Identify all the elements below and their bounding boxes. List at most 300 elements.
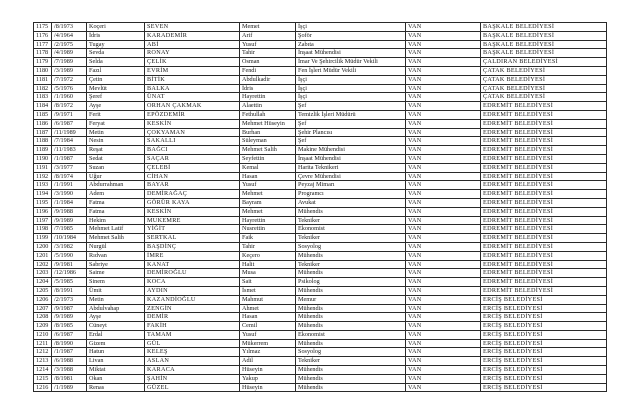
city-cell: VAN — [406, 322, 481, 331]
first-name-cell: Ayşe — [87, 102, 145, 111]
job-title-cell: Zabıta — [296, 40, 406, 49]
row-number-cell: 1176 — [34, 31, 52, 40]
table-row — [34, 154, 607, 163]
table-row — [34, 207, 607, 216]
municipality-cell: BAŞKALE BELEDİYESİ — [481, 49, 607, 58]
father-name-cell: Musa — [240, 269, 296, 278]
row-number-cell: 1200 — [34, 242, 52, 251]
surname-cell: BALKA — [145, 84, 240, 93]
job-title-cell: İşçi — [296, 93, 406, 102]
birth-date-cell: /8/1991 — [52, 286, 87, 295]
surname-cell: DEMİROĞLU — [145, 269, 240, 278]
birth-date-cell: /3/1982 — [52, 242, 87, 251]
job-title-cell: İşçi — [296, 84, 406, 93]
father-name-cell: Yılmaz — [240, 348, 296, 357]
birth-date-cell: /10/1984 — [52, 234, 87, 243]
birth-date-cell: /1/1989 — [52, 383, 87, 392]
city-cell: VAN — [406, 269, 481, 278]
father-name-cell: İdris — [240, 84, 296, 93]
first-name-cell: Hatun — [87, 348, 145, 357]
job-title-cell: Psikolog — [296, 278, 406, 287]
city-cell: VAN — [406, 137, 481, 146]
city-cell: VAN — [406, 181, 481, 190]
birth-date-cell: /2/1975 — [52, 40, 87, 49]
job-title-cell: İmar Ve Şehircilik Müdür Vekili — [296, 58, 406, 67]
municipality-cell: ERCİŞ BELEDİYESİ — [481, 366, 607, 375]
birth-date-cell: /6/1987 — [52, 119, 87, 128]
municipality-cell: EDREMİT BELEDİYESİ — [481, 278, 607, 287]
father-name-cell: Abdulkadir — [240, 75, 296, 84]
row-number-cell: 1184 — [34, 102, 52, 111]
municipality-cell: EDREMİT BELEDİYESİ — [481, 251, 607, 260]
birth-date-cell: /8/1973 — [52, 23, 87, 32]
table-row — [34, 374, 607, 383]
surname-cell: SAKALLI — [145, 137, 240, 146]
first-name-cell: Mehmet Latif — [87, 225, 145, 234]
surname-cell: RONAY — [145, 49, 240, 58]
first-name-cell: İdris — [87, 31, 145, 40]
birth-date-cell: /3/1988 — [52, 366, 87, 375]
table-row — [34, 128, 607, 137]
row-number-cell: 1188 — [34, 137, 52, 146]
father-name-cell: Mehmet — [240, 190, 296, 199]
table-row — [34, 304, 607, 313]
table-row — [34, 40, 607, 49]
city-cell: VAN — [406, 242, 481, 251]
father-name-cell: Osman — [240, 58, 296, 67]
row-number-cell: 1183 — [34, 93, 52, 102]
job-title-cell: Sosyolog — [296, 348, 406, 357]
table-row — [34, 49, 607, 58]
job-title-cell: Mühendis — [296, 207, 406, 216]
table-row — [34, 339, 607, 348]
row-number-cell: 1194 — [34, 190, 52, 199]
father-name-cell: Nusrettin — [240, 225, 296, 234]
surname-cell: GÜL — [145, 339, 240, 348]
job-title-cell: Mühendis — [296, 313, 406, 322]
job-title-cell: Peyzaj Mimarı — [296, 181, 406, 190]
job-title-cell: Mühendis — [296, 304, 406, 313]
surname-cell: SAÇAR — [145, 154, 240, 163]
father-name-cell: Yusuf — [240, 181, 296, 190]
municipality-cell: BAŞKALE BELEDİYESİ — [481, 31, 607, 40]
first-name-cell: Cüneyt — [87, 322, 145, 331]
father-name-cell: Arif — [240, 31, 296, 40]
surname-cell: KAZANDİOĞLU — [145, 295, 240, 304]
birth-date-cell: /2/1973 — [52, 295, 87, 304]
table-row — [34, 225, 607, 234]
first-name-cell: Abdulvahap — [87, 304, 145, 313]
father-name-cell: Hüseyin — [240, 383, 296, 392]
father-name-cell: Mehmet — [240, 207, 296, 216]
surname-cell: SERTKAL — [145, 234, 240, 243]
first-name-cell: Abdurrahman — [87, 181, 145, 190]
table-row — [34, 295, 607, 304]
municipality-cell: EDREMİT BELEDİYESİ — [481, 102, 607, 111]
row-number-cell: 1178 — [34, 49, 52, 58]
job-title-cell: Mühendis — [296, 269, 406, 278]
father-name-cell: Sait — [240, 278, 296, 287]
municipality-cell: ÇATAK BELEDİYESİ — [481, 75, 607, 84]
first-name-cell: Gizem — [87, 339, 145, 348]
father-name-cell: Mükerrem — [240, 339, 296, 348]
birth-date-cell: /4/1964 — [52, 31, 87, 40]
city-cell: VAN — [406, 207, 481, 216]
table-row — [34, 23, 607, 32]
municipality-cell: EDREMİT BELEDİYESİ — [481, 172, 607, 181]
first-name-cell: Ayşe — [87, 313, 145, 322]
first-name-cell: Rıdvan — [87, 251, 145, 260]
municipality-cell: EDREMİT BELEDİYESİ — [481, 225, 607, 234]
birth-date-cell: /9/1987 — [52, 304, 87, 313]
city-cell: VAN — [406, 225, 481, 234]
city-cell: VAN — [406, 339, 481, 348]
first-name-cell: Miktat — [87, 366, 145, 375]
first-name-cell: Sinem — [87, 278, 145, 287]
surname-cell: DEMİR — [145, 313, 240, 322]
job-title-cell: Makine Mühendisi — [296, 146, 406, 155]
job-title-cell: Şef — [296, 102, 406, 111]
city-cell: VAN — [406, 278, 481, 287]
city-cell: VAN — [406, 23, 481, 32]
table-row — [34, 198, 607, 207]
city-cell: VAN — [406, 190, 481, 199]
city-cell: VAN — [406, 119, 481, 128]
father-name-cell: Fendi — [240, 66, 296, 75]
birth-date-cell: /6/1987 — [52, 330, 87, 339]
surname-cell: ÇELİK — [145, 58, 240, 67]
row-number-cell: 1204 — [34, 278, 52, 287]
birth-date-cell: /9/1988 — [52, 207, 87, 216]
father-name-cell: Hayrettin — [240, 93, 296, 102]
row-number-cell: 1193 — [34, 181, 52, 190]
father-name-cell: Alaettin — [240, 102, 296, 111]
table-row — [34, 322, 607, 331]
city-cell: VAN — [406, 216, 481, 225]
first-name-cell: Fazıl — [87, 66, 145, 75]
table-row — [34, 146, 607, 155]
table-row — [34, 102, 607, 111]
municipality-cell: EDREMİT BELEDİYESİ — [481, 181, 607, 190]
municipality-cell: ERCİŞ BELEDİYESİ — [481, 322, 607, 331]
birth-date-cell: /1/1960 — [52, 93, 87, 102]
surname-cell: BAYAR — [145, 181, 240, 190]
table-row — [34, 84, 607, 93]
job-title-cell: Temizlik İşleri Müdürü — [296, 110, 406, 119]
row-number-cell: 1208 — [34, 313, 52, 322]
job-title-cell: Fen İşleri Müdür Vekili — [296, 66, 406, 75]
father-name-cell: Bayram — [240, 198, 296, 207]
city-cell: VAN — [406, 357, 481, 366]
city-cell: VAN — [406, 383, 481, 392]
municipality-cell: EDREMİT BELEDİYESİ — [481, 207, 607, 216]
municipality-cell: ÇATAK BELEDİYESİ — [481, 66, 607, 75]
row-number-cell: 1191 — [34, 163, 52, 172]
table-row — [34, 216, 607, 225]
birth-date-cell: /8/1981 — [52, 374, 87, 383]
father-name-cell: Seyfettin — [240, 154, 296, 163]
first-name-cell: Livan — [87, 357, 145, 366]
row-number-cell: 1202 — [34, 260, 52, 269]
surname-cell: KANAT — [145, 260, 240, 269]
birth-date-cell: /4/1989 — [52, 49, 87, 58]
row-number-cell: 1181 — [34, 75, 52, 84]
municipality-cell: EDREMİT BELEDİYESİ — [481, 216, 607, 225]
city-cell: VAN — [406, 295, 481, 304]
municipality-cell: EDREMİT BELEDİYESİ — [481, 110, 607, 119]
surname-cell: GÖRÜR KAYA — [145, 198, 240, 207]
father-name-cell: Kemal — [240, 163, 296, 172]
job-title-cell: Mühendis — [296, 366, 406, 375]
birth-date-cell: /9/1989 — [52, 313, 87, 322]
job-title-cell: Çevre Mühendisi — [296, 172, 406, 181]
birth-date-cell: /8/1972 — [52, 102, 87, 111]
city-cell: VAN — [406, 348, 481, 357]
surname-cell: ŞAHİN — [145, 374, 240, 383]
city-cell: VAN — [406, 102, 481, 111]
surname-cell: KOCA — [145, 278, 240, 287]
birth-date-cell: /8/1974 — [52, 172, 87, 181]
job-title-cell: Mühendis — [296, 339, 406, 348]
municipality-cell: ÇATAK BELEDİYESİ — [481, 93, 607, 102]
surname-cell: KELEŞ — [145, 348, 240, 357]
job-title-cell: Tekniker — [296, 234, 406, 243]
surname-cell: ABİ — [145, 40, 240, 49]
birth-date-cell: /6/1988 — [52, 357, 87, 366]
surname-cell: ÜNAT — [145, 93, 240, 102]
city-cell: VAN — [406, 58, 481, 67]
job-title-cell: Şoför — [296, 31, 406, 40]
surname-cell: GÜZEL — [145, 383, 240, 392]
first-name-cell: Okan — [87, 374, 145, 383]
first-name-cell: Şeref — [87, 93, 145, 102]
first-name-cell: Fatma — [87, 207, 145, 216]
city-cell: VAN — [406, 304, 481, 313]
birth-date-cell: /9/1981 — [52, 260, 87, 269]
municipality-cell: ERCİŞ BELEDİYESİ — [481, 374, 607, 383]
father-name-cell: Halit — [240, 260, 296, 269]
first-name-cell: Çetin — [87, 75, 145, 84]
father-name-cell: Yakup — [240, 374, 296, 383]
municipality-cell: EDREMİT BELEDİYESİ — [481, 269, 607, 278]
table-row — [34, 234, 607, 243]
first-name-cell: Mevlüt — [87, 84, 145, 93]
table-row — [34, 190, 607, 199]
city-cell: VAN — [406, 31, 481, 40]
surname-cell: AYDIN — [145, 286, 240, 295]
city-cell: VAN — [406, 93, 481, 102]
job-title-cell: Memur — [296, 295, 406, 304]
surname-cell: ORHAN ÇAKMAK — [145, 102, 240, 111]
surname-cell: ÇELEBİ — [145, 163, 240, 172]
table-row — [34, 357, 607, 366]
row-number-cell: 1185 — [34, 110, 52, 119]
surname-cell: ASLAN — [145, 357, 240, 366]
surname-cell: SEVEN — [145, 23, 240, 32]
table-row — [34, 58, 607, 67]
father-name-cell: Faik — [240, 234, 296, 243]
table-row — [34, 348, 607, 357]
table-row — [34, 172, 607, 181]
table-row — [34, 278, 607, 287]
job-title-cell: Mühendis — [296, 322, 406, 331]
job-title-cell: İşçi — [296, 75, 406, 84]
table-row — [34, 75, 607, 84]
father-name-cell: Cemil — [240, 322, 296, 331]
surname-cell: YİĞİT — [145, 225, 240, 234]
birth-date-cell: /7/1972 — [52, 75, 87, 84]
city-cell: VAN — [406, 84, 481, 93]
personnel-table-body — [34, 23, 607, 392]
first-name-cell: Nurgül — [87, 242, 145, 251]
father-name-cell: Hayrettin — [240, 216, 296, 225]
first-name-cell: Tugay — [87, 40, 145, 49]
first-name-cell: Sabriye — [87, 260, 145, 269]
job-title-cell: Tekniker — [296, 357, 406, 366]
job-title-cell: Mühendis — [296, 383, 406, 392]
birth-date-cell: /5/1985 — [52, 278, 87, 287]
table-row — [34, 330, 607, 339]
birth-date-cell: /11/1989 — [52, 128, 87, 137]
city-cell: VAN — [406, 330, 481, 339]
surname-cell: FAKİH — [145, 322, 240, 331]
birth-date-cell: /8/1990 — [52, 339, 87, 348]
city-cell: VAN — [406, 260, 481, 269]
father-name-cell: Keçero — [240, 251, 296, 260]
city-cell: VAN — [406, 374, 481, 383]
municipality-cell: ERCİŞ BELEDİYESİ — [481, 330, 607, 339]
birth-date-cell: /8/1985 — [52, 322, 87, 331]
row-number-cell: 1201 — [34, 251, 52, 260]
table-row — [34, 119, 607, 128]
row-number-cell: 1197 — [34, 216, 52, 225]
municipality-cell: ERCİŞ BELEDİYESİ — [481, 313, 607, 322]
table-row — [34, 366, 607, 375]
city-cell: VAN — [406, 163, 481, 172]
table-row — [34, 260, 607, 269]
row-number-cell: 1214 — [34, 366, 52, 375]
job-title-cell: Mühendis — [296, 374, 406, 383]
birth-date-cell: /7/1984 — [52, 137, 87, 146]
father-name-cell: Fethullah — [240, 110, 296, 119]
city-cell: VAN — [406, 154, 481, 163]
table-row — [34, 251, 607, 260]
city-cell: VAN — [406, 313, 481, 322]
birth-date-cell: /1/1987 — [52, 154, 87, 163]
surname-cell: İMRE — [145, 251, 240, 260]
table-row — [34, 313, 607, 322]
first-name-cell: Fatma — [87, 198, 145, 207]
surname-cell: EPÖZDEMİR — [145, 110, 240, 119]
first-name-cell: Uğur — [87, 172, 145, 181]
row-number-cell: 1212 — [34, 348, 52, 357]
first-name-cell: Adem — [87, 190, 145, 199]
city-cell: VAN — [406, 110, 481, 119]
table-row — [34, 242, 607, 251]
job-title-cell: Mühendis — [296, 286, 406, 295]
city-cell: VAN — [406, 234, 481, 243]
row-number-cell: 1205 — [34, 286, 52, 295]
municipality-cell: EDREMİT BELEDİYESİ — [481, 146, 607, 155]
municipality-cell: EDREMİT BELEDİYESİ — [481, 190, 607, 199]
father-name-cell: Yusuf — [240, 40, 296, 49]
surname-cell: KESKİN — [145, 119, 240, 128]
birth-date-cell: /7/1985 — [52, 225, 87, 234]
table-row — [34, 286, 607, 295]
city-cell: VAN — [406, 251, 481, 260]
father-name-cell: Hasan — [240, 313, 296, 322]
municipality-cell: EDREMİT BELEDİYESİ — [481, 128, 607, 137]
municipality-cell: EDREMİT BELEDİYESİ — [481, 137, 607, 146]
first-name-cell: Mehmet Salih — [87, 234, 145, 243]
city-cell: VAN — [406, 128, 481, 137]
municipality-cell: EDREMİT BELEDİYESİ — [481, 242, 607, 251]
first-name-cell: Sevda — [87, 49, 145, 58]
city-cell: VAN — [406, 40, 481, 49]
father-name-cell: Adil — [240, 357, 296, 366]
birth-date-cell: /3/1990 — [52, 190, 87, 199]
father-name-cell: Mehmet Salih — [240, 146, 296, 155]
job-title-cell: Programcı — [296, 190, 406, 199]
table-row — [34, 93, 607, 102]
father-name-cell: Tahir — [240, 49, 296, 58]
municipality-cell: ERCİŞ BELEDİYESİ — [481, 383, 607, 392]
birth-date-cell: /1/1987 — [52, 348, 87, 357]
municipality-cell: ÇATAK BELEDİYESİ — [481, 84, 607, 93]
municipality-cell: ERCİŞ BELEDİYESİ — [481, 304, 607, 313]
first-name-cell: Metin — [87, 128, 145, 137]
father-name-cell: Burhan — [240, 128, 296, 137]
municipality-cell: BAŞKALE BELEDİYESİ — [481, 23, 607, 32]
birth-date-cell: /12/1986 — [52, 269, 87, 278]
row-number-cell: 1215 — [34, 374, 52, 383]
surname-cell: BAŞDİNÇ — [145, 242, 240, 251]
table-row — [34, 383, 607, 392]
father-name-cell: Tahir — [240, 242, 296, 251]
table-row — [34, 31, 607, 40]
municipality-cell: ERCİŞ BELEDİYESİ — [481, 295, 607, 304]
father-name-cell: Hasan — [240, 172, 296, 181]
table-row — [34, 163, 607, 172]
job-title-cell: Şehir Plancısı — [296, 128, 406, 137]
birth-date-cell: /1/1991 — [52, 181, 87, 190]
surname-cell: KESKİN — [145, 207, 240, 216]
job-title-cell: İnşaat Mühendisi — [296, 154, 406, 163]
row-number-cell: 1199 — [34, 234, 52, 243]
first-name-cell: Ferit — [87, 110, 145, 119]
surname-cell: KARADEMİR — [145, 31, 240, 40]
father-name-cell: Hüseyin — [240, 366, 296, 375]
table-row — [34, 269, 607, 278]
municipality-cell: ERCİŞ BELEDİYESİ — [481, 357, 607, 366]
row-number-cell: 1175 — [34, 23, 52, 32]
surname-cell: ZENGİN — [145, 304, 240, 313]
municipality-cell: EDREMİT BELEDİYESİ — [481, 163, 607, 172]
city-cell: VAN — [406, 366, 481, 375]
first-name-cell: Feryat — [87, 119, 145, 128]
surname-cell: CİHAN — [145, 172, 240, 181]
row-number-cell: 1190 — [34, 154, 52, 163]
birth-date-cell: /1/1984 — [52, 198, 87, 207]
row-number-cell: 1186 — [34, 119, 52, 128]
city-cell: VAN — [406, 75, 481, 84]
job-title-cell: Tekniker — [296, 216, 406, 225]
first-name-cell: Ümit — [87, 286, 145, 295]
first-name-cell: Renas — [87, 383, 145, 392]
job-title-cell: İnşaat Mühendisi — [296, 49, 406, 58]
father-name-cell: Mehmet Hüseyin — [240, 119, 296, 128]
first-name-cell: Selda — [87, 58, 145, 67]
